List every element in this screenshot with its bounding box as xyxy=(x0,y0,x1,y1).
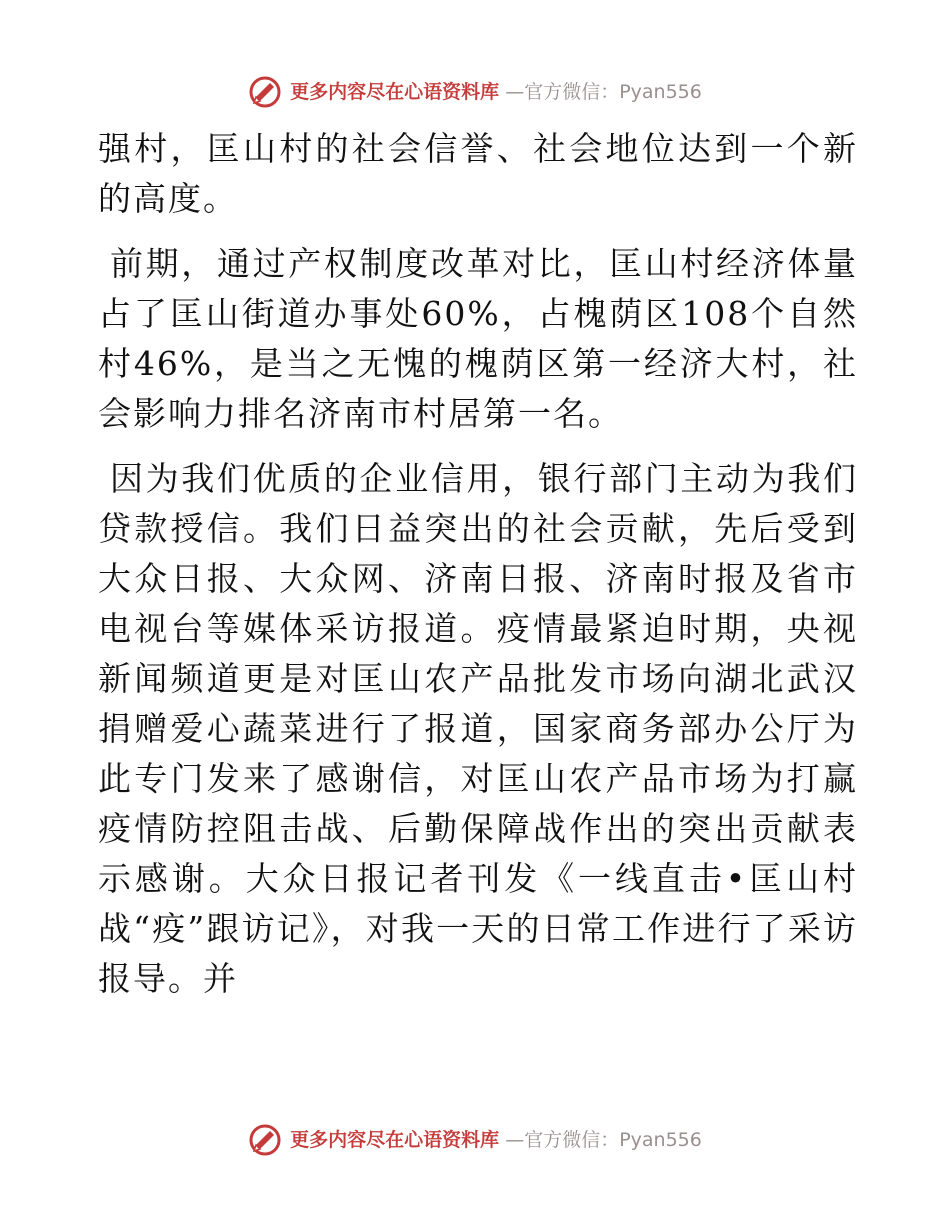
header-watermark xyxy=(248,75,702,109)
footer-watermark-text xyxy=(290,1128,702,1151)
footer-brand-text: 更多内容尽在心语资料库 xyxy=(290,1128,500,1151)
header-watermark-text xyxy=(290,80,702,103)
footer-watermark xyxy=(248,1123,702,1157)
header-brand-text: 更多内容尽在心语资料库 xyxy=(290,80,500,103)
document-body xyxy=(98,124,858,1019)
paragraph-3: 因为我们优质的企业信用，银行部门主动为我们贷款授信。我们日益突出的社会贡献，先后受到大众日报、大众网、济南日报、济南时报及省市电视台等媒体采访报道。疫情最紧迫时期，央视新闻频道更是对匡山农产品批发市场向湖北武汉捐赠爱心蔬菜进行了报道，国家商务部办公厅为此专门发来了感谢信，对匡山农产品市场为打赢疫情防控阻击战、后勤保障战作出的突出贡献表示感谢。大众日报记者刊发《一线直击•匡山村战“疫”跟访记》，对我一天的日常工作进行了采访报导。并 xyxy=(98,459,858,998)
paragraph-1: 强村，匡山村的社会信誉、社会地位达到一个新的高度。 xyxy=(98,129,858,218)
footer-watermark-banner xyxy=(0,1120,950,1160)
footer-contact-text: —官方微信：Pyan556 xyxy=(505,1128,702,1151)
header-contact-text: —官方微信：Pyan556 xyxy=(505,80,702,103)
header-watermark-banner xyxy=(0,72,950,112)
pen-logo-icon xyxy=(248,1123,282,1157)
paragraph-2: 前期，通过产权制度改革对比，匡山村经济体量占了匡山街道办事处60%，占槐荫区108个自然村46%，是当之无愧的槐荫区第一经济大村，社会影响力排名济南市村居第一名。 xyxy=(98,244,858,433)
pen-logo-icon xyxy=(248,75,282,109)
